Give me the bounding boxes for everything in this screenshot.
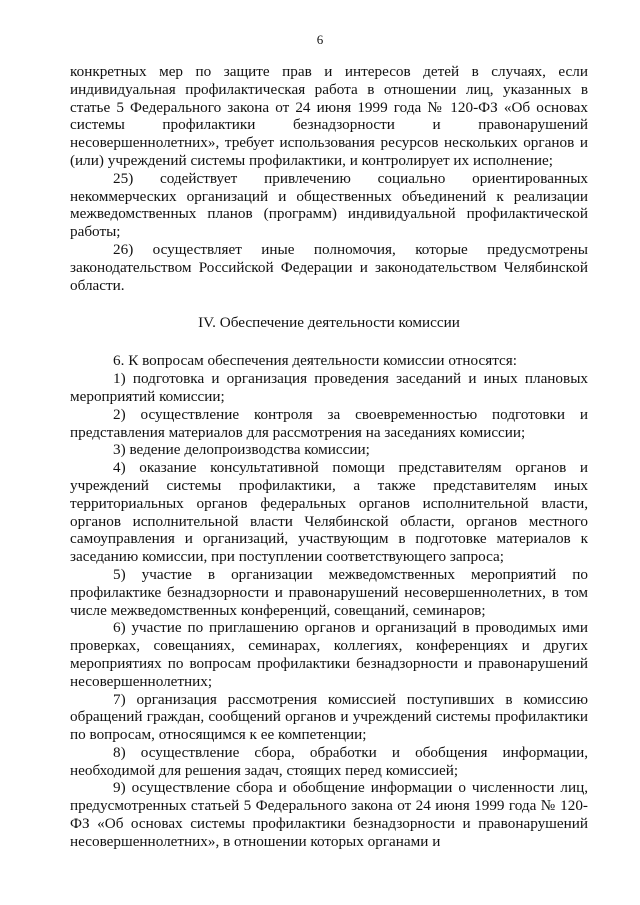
paragraph-item-1: 1) подготовка и организация проведения заседаний и иных плановых мероприятий комиссии; bbox=[70, 370, 588, 405]
paragraph-continuation: конкретных мер по защите прав и интересов детей в случаях, если индивидуальная профилактическая работа в отношении лиц, указанных в статье 5 Федерального закона от 24 июня 1999 года № 120-ФЗ «Об основах системы профилактики безнадзорности и правонарушений несовершеннолетних», требует использования ресурсов нескольких органов и (или) учреждений системы профилактики, и контролирует их исполнение; bbox=[70, 63, 588, 169]
paragraph-item-2: 2) осуществление контроля за своевременностью подготовки и представления материалов для рассмотрения на заседаниях комиссии; bbox=[70, 405, 588, 441]
paragraph-item-4: 4) оказание консультативной помощи представителям органов и учреждений системы профилактики, а также представителям иных территориальных органов федеральных органов исполнительной власти, органов исполнительной власти Челябинской области, органов местного самоуправления и организаций, участвующим в подготовке материалов к заседанию комиссии, при поступлении соответствующего запроса; bbox=[70, 459, 588, 566]
paragraph-item-25: 25) содействует привлечению социально ориентированных некоммерческих организаций и общественных объединений к реализации межведомственных планов (программ) индивидуальной профилактической работы; bbox=[70, 169, 588, 241]
paragraph-item-6: 6) участие по приглашению органов и организаций в проводимых ими проверках, совещаниях, семинарах, коллегиях, конференциях и других мероприятиях по вопросам профилактики безнадзорности и правонарушений несовершеннолетних; bbox=[70, 619, 588, 690]
paragraph-item-26: 26) осуществляет иные полномочия, которые предусмотрены законодательством Российской Федерации и законодательством Челябинской области. bbox=[70, 240, 588, 294]
page-number: 6 bbox=[316, 32, 324, 47]
paragraph-item-9: 9) осуществление сбора и обобщение информации о численности лиц, предусмотренных статьей 5 Федерального закона от 24 июня 1999 года № 120-ФЗ «Об основах системы профилактики безнадзорности и правонарушений несовершеннолетних», в отношении которых органами и bbox=[70, 779, 588, 850]
paragraph-item-3: 3) ведение делопроизводства комиссии; bbox=[113, 441, 370, 459]
paragraph-item-7: 7) организация рассмотрения комиссией поступивших в комиссию обращений граждан, сообщений органов и учреждений системы профилактики по вопросам, относящимся к ее компетенции; bbox=[70, 690, 588, 744]
paragraph-item-5: 5) участие в организации межведомственных мероприятий по профилактике безнадзорности и правонарушений несовершеннолетних, в том числе межведомственных конференций, совещаний, семинаров; bbox=[70, 565, 588, 619]
section-heading: IV. Обеспечение деятельности комиссии bbox=[198, 314, 460, 332]
paragraph-item-8: 8) осуществление сбора, обработки и обобщения информации, необходимой для решения задач, стоящих перед комиссией; bbox=[70, 743, 588, 779]
paragraph-section-6: 6. К вопросам обеспечения деятельности комиссии относятся: bbox=[113, 352, 517, 370]
